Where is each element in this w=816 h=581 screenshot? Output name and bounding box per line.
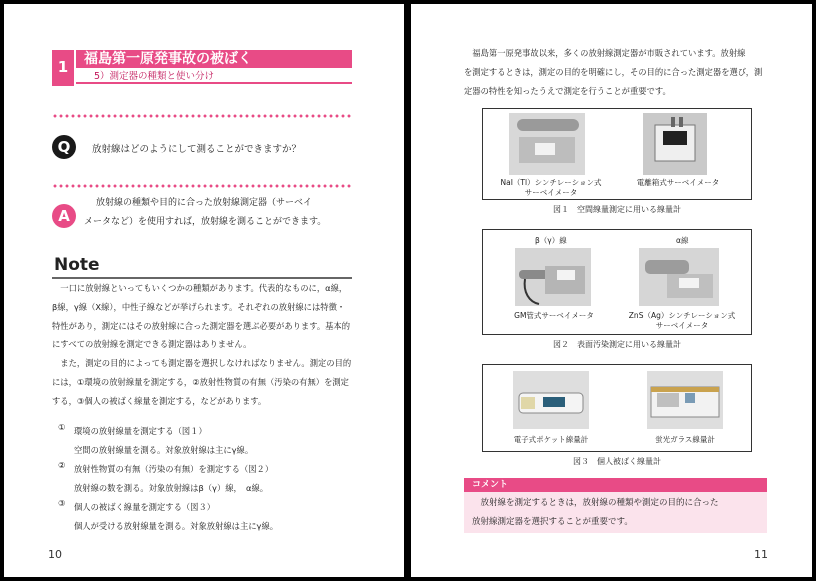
list-item xyxy=(58,498,348,516)
list-main: 環境の放射線量を測定する（図１） xyxy=(74,426,207,436)
glass-dosimeter-label: 蛍光ガラス線量計 xyxy=(655,435,715,444)
figure-2-box xyxy=(482,229,752,335)
comment-body xyxy=(464,492,767,533)
list-sub: 空間の放射線量を測る。対象放射線は主にγ線。 xyxy=(74,445,254,455)
figure-1-box xyxy=(482,108,752,200)
list-number: ③ xyxy=(58,498,66,508)
page-number: 10 xyxy=(48,548,62,561)
left-page xyxy=(4,4,404,577)
subsection-title: 5）測定器の種類と使い分け xyxy=(76,70,352,84)
pocket-dosimeter-image xyxy=(513,371,589,429)
question-icon: Q xyxy=(52,135,76,159)
list-item xyxy=(58,422,348,440)
comment-line: 放射線測定器を選択することが重要です。 xyxy=(472,517,633,527)
zns-label xyxy=(619,311,745,331)
list-main: 個人の被ばく線量を測定する（図３） xyxy=(74,502,216,512)
glass-dosimeter-image xyxy=(647,371,723,429)
ionization-chamber-meter-image xyxy=(643,113,707,175)
alpha-heading: α線 xyxy=(676,236,689,245)
zns-label-line2: サーベイメータ xyxy=(655,321,709,330)
note-paragraph: また，測定の目的によっても測定器を選択しなければなりません。測定の目的には，①環境の放射線量を測定する，②放射性物質の有無（汚染の有無）を測定する，③個人の被ばく線量を測定する，などがあります。 xyxy=(52,358,352,406)
list-sub: 放射線の数を測る。対象放射線はβ（γ）線， α線。 xyxy=(74,483,269,493)
answer-line: メータなど）を使用すれば，放射線を測ることができます。 xyxy=(84,217,327,227)
answer-icon: A xyxy=(52,204,76,228)
nai-label-line2: サーベイメータ xyxy=(524,188,578,197)
section-number: 1 xyxy=(52,50,74,86)
zns-meter-image xyxy=(639,248,719,306)
intro-line: 福島第一原発事故以来，多くの放射線測定器が市販されています。放射線 xyxy=(472,48,746,58)
gm-label: GM管式サーベイメータ xyxy=(514,311,594,320)
nai-survey-meter-image xyxy=(509,113,585,175)
comment-line: 放射線を測定するときは，放射線の種類や測定の目的に合った xyxy=(480,498,719,508)
ionization-label: 電離箱式サーベイメータ xyxy=(636,178,720,187)
note-paragraph: 一口に放射線といってもいくつかの種類があります。代表的なものに，α線，β線，γ線（X線），中性子線などが挙げられます。それぞれの放射線には特徴・特性があり，測定にはその放射線に合った測定器を選ぶ必要があります。基本的にすべての放射線を測定できる測定器はありません。 xyxy=(52,283,351,350)
dotted-divider xyxy=(52,114,352,118)
zns-label-line1: ZnS（Ag）シンチレーション式 xyxy=(628,311,736,320)
section-title: 福島第一原発事故の被ばく xyxy=(76,50,352,68)
gm-tube-meter-image xyxy=(515,248,591,306)
figure-3-box xyxy=(482,364,752,452)
list-main: 放射性物質の有無（汚染の有無）を測定する（図２） xyxy=(74,464,274,474)
list-number: ② xyxy=(58,460,66,470)
nai-label-line1: NaI（Tl）シンチレーション式 xyxy=(500,178,602,187)
figure-1-caption: 図１ 空間線量測定に用いる線量計 xyxy=(553,205,681,214)
intro-text xyxy=(464,44,764,101)
comment-heading: コメント xyxy=(464,478,767,492)
purpose-list xyxy=(58,422,348,536)
list-item xyxy=(58,460,348,478)
list-number: ① xyxy=(58,422,66,432)
intro-line: を測定するときは，測定の目的を明確にし，その目的に合った測定器を選び，測定器の特性を知ったうえで測定を行うことが重要です。 xyxy=(464,67,763,96)
question-text: 放射線はどのようにして測ることができますか？ xyxy=(92,144,302,155)
right-page xyxy=(411,4,812,577)
answer-line: 放射線の種類や目的に合った放射線測定器（サーベイ xyxy=(96,198,313,208)
note-heading: Note xyxy=(54,255,100,275)
note-body xyxy=(52,279,352,411)
list-sub: 個人が受ける放射線量を測る。対象放射線は主にγ線。 xyxy=(74,521,279,531)
dotted-divider xyxy=(52,184,352,188)
page-number: 11 xyxy=(754,548,768,561)
nai-label xyxy=(493,178,609,198)
section-header xyxy=(52,50,352,86)
pocket-dosimeter-label: 電子式ポケット線量計 xyxy=(513,435,589,444)
answer-text xyxy=(84,194,352,232)
figure-2-caption: 図２ 表面汚染測定に用いる線量計 xyxy=(553,340,681,349)
beta-gamma-heading: β（γ）線 xyxy=(535,236,567,245)
figure-3-caption: 図３ 個人被ばく線量計 xyxy=(573,457,661,466)
